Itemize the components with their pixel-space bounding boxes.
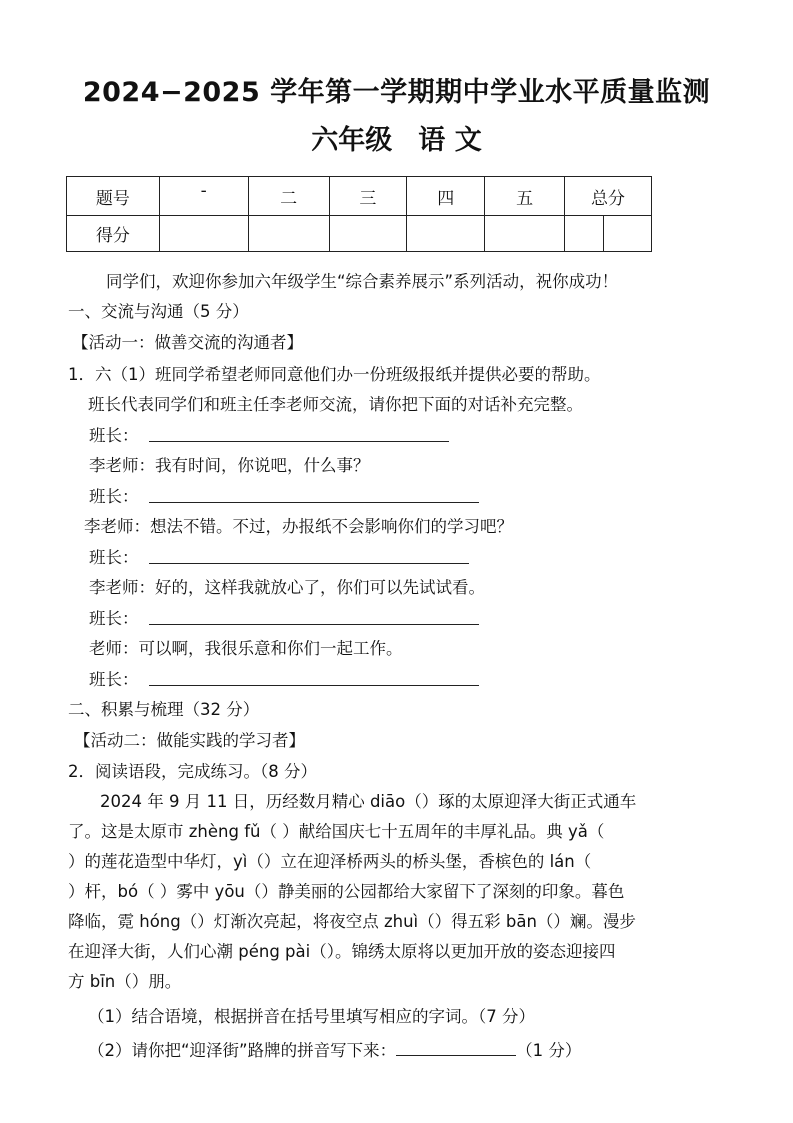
answer-blank[interactable] — [149, 685, 479, 686]
dialogue-line: 班长： — [89, 487, 139, 506]
passage-line: 了。这是太原市 zhèng fǔ（ ）献给国庆七十五周年的丰厚礼品。典 yǎ（ — [68, 822, 605, 841]
activity2-title: 【活动二：做能实践的学习者】 — [74, 731, 305, 750]
exam-title: 2024−2025 学年第一学期期中学业水平质量监测 — [82, 77, 711, 108]
intro-text: 同学们，欢迎你参加六年级学生“综合素养展示”系列活动，祝你成功！ — [106, 272, 619, 291]
passage-line: ）的莲花造型中华灯，yì（）立在迎泽桥两头的桥头堡，香槟色的 lán（ — [68, 852, 592, 871]
subject-label: 语 文 — [418, 125, 482, 156]
dialogue-line: 李老师：我有时间，你说吧，什么事？ — [89, 456, 370, 475]
grade-label: 六年级 — [311, 125, 393, 156]
question1-line2: 班长代表同学们和班主任李老师交流，请你把下面的对话补充完整。 — [88, 395, 583, 414]
dialogue-line: 李老师：好的，这样我就放心了，你们可以先试试看。 — [89, 578, 485, 597]
question2-title: 2．阅读语段，完成练习。（8 分） — [68, 762, 317, 781]
score-input-cell[interactable] — [159, 216, 248, 252]
grade-subject-heading — [0, 118, 793, 157]
score-header-cell: - — [159, 177, 248, 216]
dialogue-line: 班长： — [89, 670, 139, 689]
dialogue-line: 班长： — [89, 609, 139, 628]
dialogue-line: 班长： — [89, 426, 139, 445]
answer-blank[interactable] — [149, 502, 479, 503]
subquestion-2-text: （2）请你把“迎泽街”路牌的拼音写下来： — [88, 1041, 397, 1060]
subquestion-2 — [88, 1039, 581, 1061]
score-table — [66, 176, 652, 252]
question1-line1: 1．六（1）班同学希望老师同意他们办一份班级报纸并提供必要的帮助。 — [68, 365, 601, 384]
passage-line: ）杆，bó（ ）雾中 yōu（）静美丽的公园都给大家留下了深刻的印象。暮色 — [68, 882, 625, 901]
score-row-label: 得分 — [67, 216, 160, 252]
section2-heading: 二、积累与梳理（32 分） — [68, 700, 260, 719]
score-header-cell: 二 — [248, 177, 329, 216]
answer-blank[interactable] — [149, 624, 479, 625]
pinyin-answer-blank[interactable] — [396, 1039, 516, 1056]
score-input-cell[interactable] — [407, 216, 485, 252]
passage-line: 方 bīn（）朋。 — [68, 972, 182, 991]
score-header-cell: 三 — [329, 177, 407, 216]
score-header-cell: 四 — [407, 177, 485, 216]
score-input-cell[interactable] — [565, 216, 604, 252]
dialogue-line: 班长： — [89, 548, 139, 567]
score-header-cell: 五 — [485, 177, 565, 216]
score-header-cell: 题号 — [67, 177, 160, 216]
dialogue-line: 老师：可以啊，我很乐意和你们一起工作。 — [89, 639, 403, 658]
answer-blank[interactable] — [149, 441, 449, 442]
score-input-cell[interactable] — [248, 216, 329, 252]
activity1-title: 【活动一：做善交流的沟通者】 — [72, 333, 303, 352]
passage-line: 2024 年 9 月 11 日，历经数月精心 diāo（）琢的太原迎泽大街正式通车 — [100, 792, 637, 811]
subquestion-1: （1）结合语境，根据拼音在括号里填写相应的字词。（7 分） — [88, 1007, 535, 1026]
score-input-cell[interactable] — [329, 216, 407, 252]
section1-heading: 一、交流与沟通（5 分） — [68, 302, 249, 321]
score-input-cell[interactable] — [604, 216, 652, 252]
dialogue-line: 李老师：想法不错。不过，办报纸不会影响你们的学习吧？ — [84, 517, 513, 536]
score-input-cell[interactable] — [485, 216, 565, 252]
subquestion-2-score: （1 分） — [516, 1041, 582, 1060]
score-header-cell: 总分 — [565, 177, 652, 216]
passage-line: 降临，霓 hóng（）灯渐次亮起，将夜空点 zhuì（）得五彩 bān（）斓。漫步 — [68, 912, 636, 931]
passage-line: 在迎泽大街，人们心潮 péng pài（）。锦绣太原将以更加开放的姿态迎接四 — [68, 942, 616, 961]
answer-blank[interactable] — [149, 563, 469, 564]
